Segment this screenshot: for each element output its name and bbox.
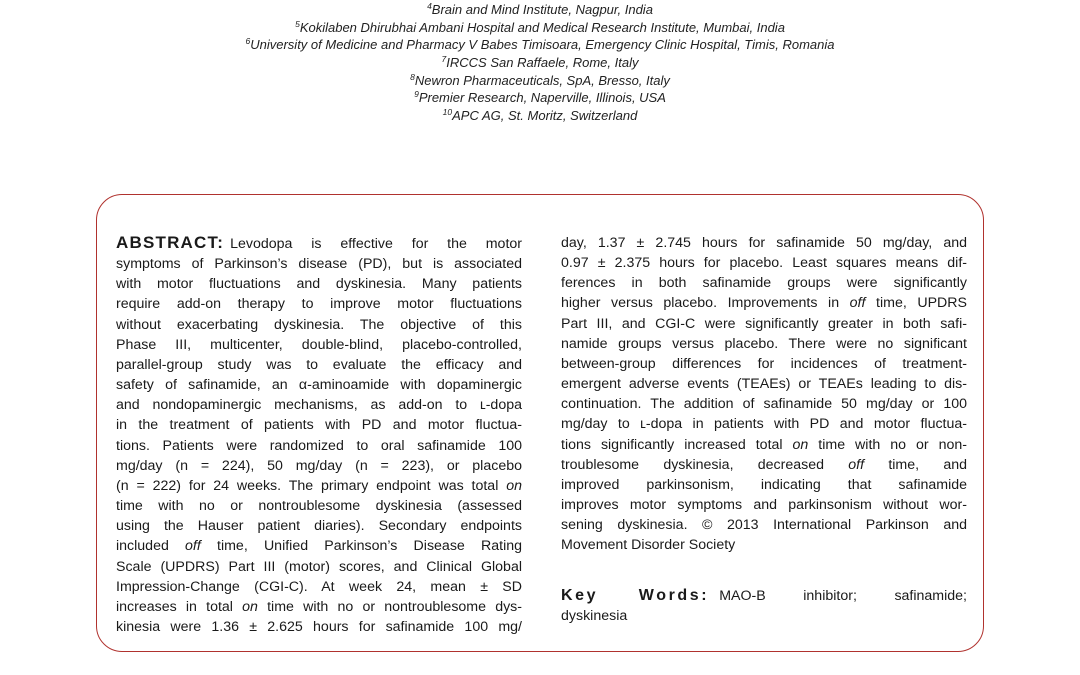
affiliation-8: $^8$Newron Pharmaceuticals, SpA, Bresso, Italy xyxy=(410,72,670,88)
abstract-line: increases in total on time with no or nontroublesome dys- xyxy=(116,598,522,615)
keywords-line: dyskinesia xyxy=(561,607,628,624)
abstract-line: ABSTRACT: Levodopa is effective for the motor xyxy=(116,233,522,252)
abstract-line: mg/day (n = 224), 50 mg/day (n = 223), or placebo xyxy=(116,457,522,474)
abstract-line: between-group differences for incidences of treatment- xyxy=(561,355,967,372)
abstract-line: kinesia were 1.36 ± 2.625 hours for safinamide 100 mg/ xyxy=(116,618,522,635)
abstract-line: mg/day to ʟ-dopa in patients with PD and motor fluctua- xyxy=(561,416,967,433)
abstract-line: time with no or nontroublesome dyskinesia (assessed xyxy=(116,498,522,515)
abstract-line: and nondopaminergic mechanisms, as add-on to ʟ-dopa xyxy=(116,397,522,414)
abstract-line: (n = 222) for 24 weeks. The primary endpoint was total on xyxy=(116,477,522,494)
abstract-line: Part III, and CGI-C were significantly greater in both safi- xyxy=(561,315,967,332)
abstract-line: Phase III, multicenter, double-blind, placebo-controlled, xyxy=(116,336,522,353)
abstract-line: namide groups versus placebo. There were no significant xyxy=(561,335,967,352)
abstract-right-lines xyxy=(561,233,967,556)
abstract-line: sening dyskinesia. © 2013 International Parkinson and xyxy=(561,517,967,534)
abstract-line: with motor fluctuations and dyskinesia. Many patients xyxy=(116,276,522,293)
abstract-line: Movement Disorder Society xyxy=(561,537,736,554)
affiliation-6: $^6$University of Medicine and Pharmacy V Babes Timisoara, Emergency Clinic Hospital, Timis, Romania xyxy=(245,36,835,52)
abstract-line: higher versus placebo. Improvements in off time, UPDRS xyxy=(561,295,968,312)
affiliation-10: $^{10}$APC AG, St. Moritz, Switzerland xyxy=(442,107,638,123)
abstract-line: Scale (UPDRS) Part III (motor) scores, and Clinical Global xyxy=(116,558,522,575)
abstract-line: 0.97 ± 2.375 hours for placebo. Least squares means dif- xyxy=(561,255,967,272)
abstract-line: safety of safinamide, an α-aminoamide with dopaminergic xyxy=(116,377,522,394)
keywords-line: Key Words: MAO-B inhibitor; safinamide; xyxy=(561,586,967,604)
abstract-left-column xyxy=(116,233,522,637)
abstract-line: improves motor symptoms and parkinsonism without wor- xyxy=(561,497,967,514)
abstract-line: day, 1.37 ± 2.745 hours for safinamide 50 mg/day, and xyxy=(561,235,967,251)
abstract-line: in the treatment of patients with PD and motor fluctua- xyxy=(116,417,522,434)
abstract-line: Impression-Change (CGI-C). At week 24, mean ± SD xyxy=(116,578,522,595)
affiliation-4: $^4$Brain and Mind Institute, Nagpur, India xyxy=(427,1,653,17)
affiliation-5: $^5$Kokilaben Dhirubhai Ambani Hospital and Medical Research Institute, Mumbai, India xyxy=(295,19,785,35)
abstract-right-column xyxy=(561,233,967,626)
abstract-line: continuation. The addition of safinamide 50 mg/day or 100 xyxy=(561,396,967,413)
affiliation-9: $^9$Premier Research, Naperville, Illinois, USA xyxy=(414,89,666,105)
affiliation-7: $^7$IRCCS San Raffaele, Rome, Italy xyxy=(441,54,639,70)
abstract-line: ferences in both safinamide groups were significantly xyxy=(561,275,967,292)
keywords-heading: Key Words: xyxy=(561,586,710,604)
abstract-line: troublesome dyskinesia, decreased off time, and xyxy=(561,456,967,473)
abstract-line: parallel-group study was to evaluate the efficacy and xyxy=(116,356,522,373)
abstract-left-lines xyxy=(116,254,522,637)
abstract-heading: ABSTRACT: xyxy=(116,233,225,252)
abstract-line: tions. Patients were randomized to oral safinamide 100 xyxy=(116,437,522,454)
abstract-line: without exacerbating dyskinesia. The objective of this xyxy=(116,316,522,333)
abstract-line: included off time, Unified Parkinson’s Disease Rating xyxy=(116,538,522,555)
abstract-line: emergent adverse events (TEAEs) or TEAEs leading to dis- xyxy=(561,376,967,393)
abstract-line: using the Hauser patient diaries). Secondary endpoints xyxy=(116,518,522,535)
abstract-line: require add-on therapy to improve motor fluctuations xyxy=(116,296,522,313)
abstract-line: improved parkinsonism, indicating that safinamide xyxy=(561,476,967,493)
abstract-line: symptoms of Parkinson’s disease (PD), but is associated xyxy=(116,256,522,273)
abstract-line: tions significantly increased total on time with no or non- xyxy=(561,436,967,453)
